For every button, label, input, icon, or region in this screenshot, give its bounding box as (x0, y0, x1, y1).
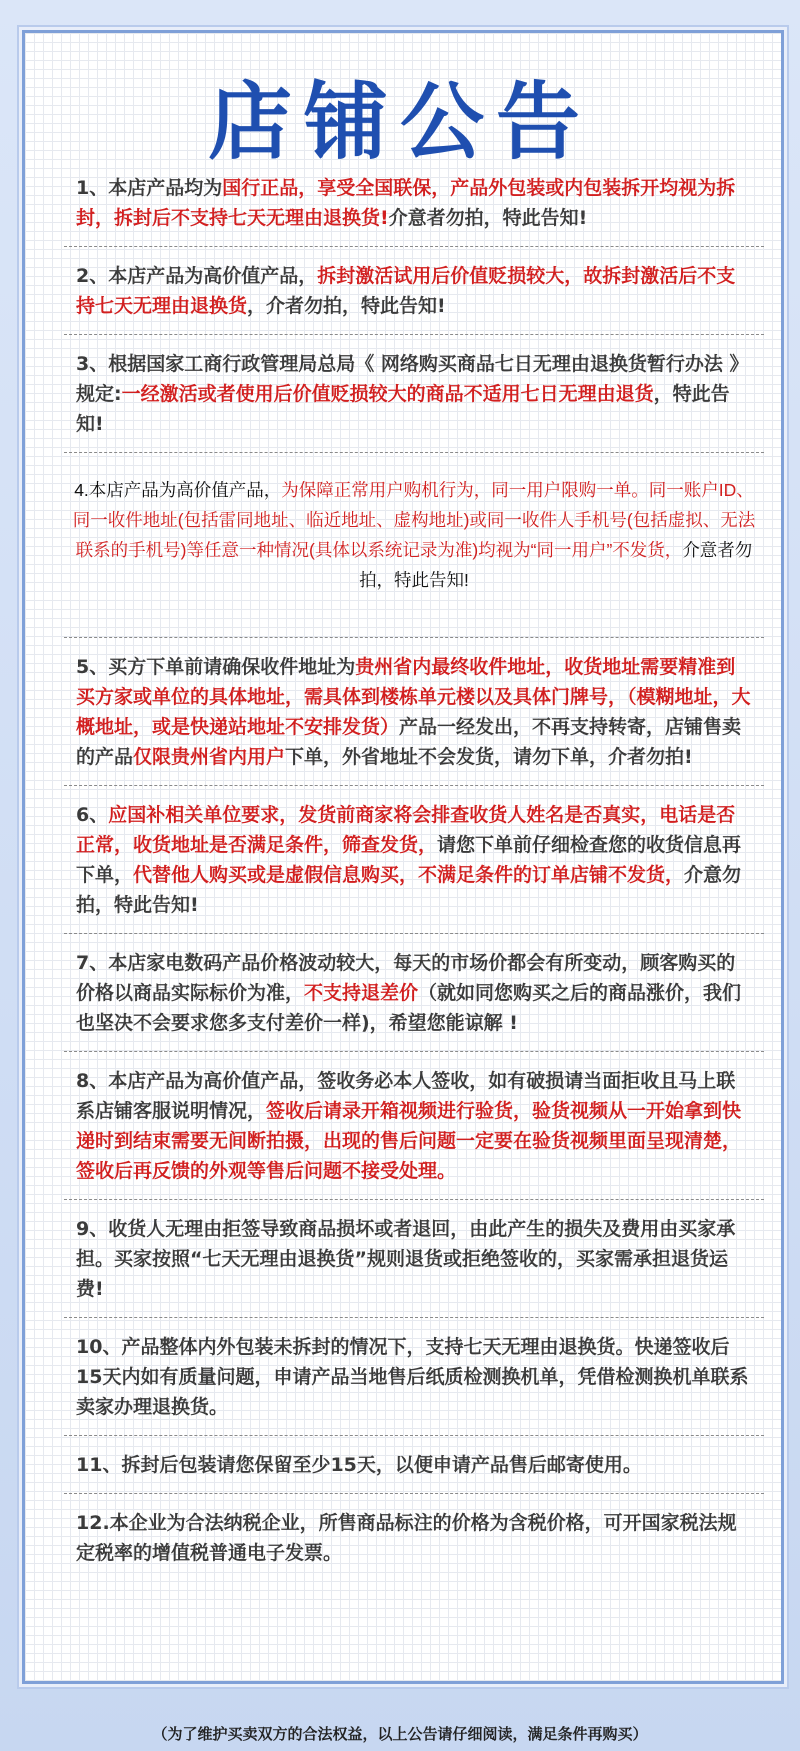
notice-segment: 下单，外省地址不会发货，请勿下单，介者勿拍! (285, 746, 693, 768)
notice-item-8 (76, 1066, 752, 1186)
notice-highlight: 不支持退差价 (304, 982, 419, 1004)
dashed-divider (64, 246, 764, 247)
notice-segment: 12.本企业为合法纳税企业，所售商品标注的价格为含税价格，可开国家税法规定税率的增值税普通电子发票。 (76, 1512, 737, 1564)
notice-segment: 5、买方下单前请确保收件地址为 (76, 656, 356, 678)
notice-item-5 (76, 652, 752, 772)
notice-segment: 9、收货人无理由拒签导致商品损坏或者退回，由此产生的损失及费用由买家承担。买家按照“七天无理由退换货”规则退货或拒绝签收的，买家需承担退货运费! (76, 1218, 736, 1300)
notice-item-4 (68, 475, 760, 595)
notice-highlight: 应国补相关单位要求，发货前商家将会排查收货人姓名是否真实，电话是否正常，收货地址是否满足条件，筛查发货， (76, 804, 736, 856)
notice-segment: （就如同您购买之后的商品涨价，我们也坚决不会要求您多支付差价一样)，希望您能谅解 ! (76, 982, 742, 1034)
notice-segment: 介意者勿拍，特此告知! (388, 207, 588, 229)
notice-item-3 (76, 349, 752, 439)
notice-highlight: 贵州省内最终收件地址，收货地址需要精准到买方家或单位的具体地址，需具体到楼栋单元楼以及具体门牌号，（模糊地址，大概地址，或是快递站地址不安排发货） (76, 656, 751, 738)
notice-segment: 7、本店家电数码产品价格波动较大，每天的市场价都会有所变动，顾客购买的价格以商品实际标价为准， (76, 952, 736, 1004)
notice-segment: 11、拆封后包装请您保留至少15天，以便申请产品售后邮寄使用。 (76, 1454, 642, 1476)
notice-segment: 3、根据国家工商行政管理局总局《 网络购买商品七日无理由退换货暂行办法 》规定: (76, 353, 749, 405)
notice-segment: 介意勿拍，特此告知! (76, 864, 742, 916)
dashed-divider (64, 334, 764, 335)
notice-segment: 4.本店产品为高价值产品， (74, 480, 282, 500)
notice-segment: 6、 (76, 804, 109, 826)
notice-segment: ，特此告知! (76, 383, 730, 435)
notice-segment: 介意者勿拍，特此告知! (359, 540, 753, 590)
notice-highlight: 拆封激活试用后价值贬损较大，故拆封激活后不支持七天无理由退换货 (76, 265, 736, 317)
notice-highlight: 仅限贵州省内用户 (133, 746, 286, 768)
notice-segment: 2、本店产品为高价值产品， (76, 265, 318, 287)
dashed-divider (64, 637, 764, 638)
notice-highlight: 一经激活或者使用后价值贬损较大的商品不适用七日无理由退货 (121, 383, 654, 405)
notice-segment: 产品一经发出，不再支持转寄，店铺售卖的产品 (76, 716, 742, 768)
notice-segment: 1、本店产品均为 (76, 177, 223, 199)
dashed-divider (64, 1493, 764, 1494)
notice-item-12 (76, 1508, 752, 1568)
notice-highlight: 为保障正常用户购机行为，同一用户限购一单。同一账户ID、同一收件地址(包括雷同地址、临近地址、虚构地址)或同一收件人手机号(包括虚拟、无法联系的手机号)等任意一种情况(具体以系统记录为准)均视为“同一用户”不发货， (72, 480, 756, 560)
dashed-divider (64, 1317, 764, 1318)
notice-item-7 (76, 948, 752, 1038)
footer-note: （为了维护买卖双方的合法权益，以上公告请仔细阅读，满足条件再购买） (152, 1725, 648, 1743)
notice-segment: 请您下单前仔细检查您的收货信息再下单， (76, 834, 742, 886)
notice-highlight: 国行正品，享受全国联保，产品外包装或内包装拆开均视为拆封，拆封后不支持七天无理由退换货! (76, 177, 736, 229)
dashed-divider (64, 1051, 764, 1052)
dashed-divider (64, 933, 764, 934)
notice-item-2 (76, 261, 752, 321)
notice-highlight: 代替他人购买或是虚假信息购买，不满足条件的订单店铺不发货， (133, 864, 685, 886)
notice-list (72, 173, 756, 1568)
notice-segment: 10、产品整体内外包装未拆封的情况下，支持七天无理由退换货。快递签收后15天内如有质量问题，申请产品当地售后纸质检测换机单，凭借检测换机单联系卖家办理退换货。 (76, 1336, 749, 1418)
dashed-divider (64, 785, 764, 786)
notice-item-1 (76, 173, 752, 233)
notice-highlight: 签收后请录开箱视频进行验货，验货视频从一开始拿到快递时到结束需要无间断拍摄，出现的售后问题一定要在验货视频里面呈现清楚，签收后再反馈的外观等售后问题不接受处理。 (76, 1100, 742, 1182)
notice-item-9 (76, 1214, 752, 1304)
notice-item-6 (76, 800, 752, 920)
dashed-divider (64, 1199, 764, 1200)
notice-segment: ，介者勿拍，特此告知! (247, 295, 446, 317)
notice-item-10 (76, 1332, 752, 1422)
notice-segment: 8、本店产品为高价值产品，签收务必本人签收，如有破损请当面拒收且马上联系店铺客服说明情况， (76, 1070, 736, 1122)
notice-item-11 (76, 1450, 752, 1480)
page-title: 店铺公告 (207, 73, 592, 171)
dashed-divider (64, 452, 764, 453)
dashed-divider (64, 1435, 764, 1436)
